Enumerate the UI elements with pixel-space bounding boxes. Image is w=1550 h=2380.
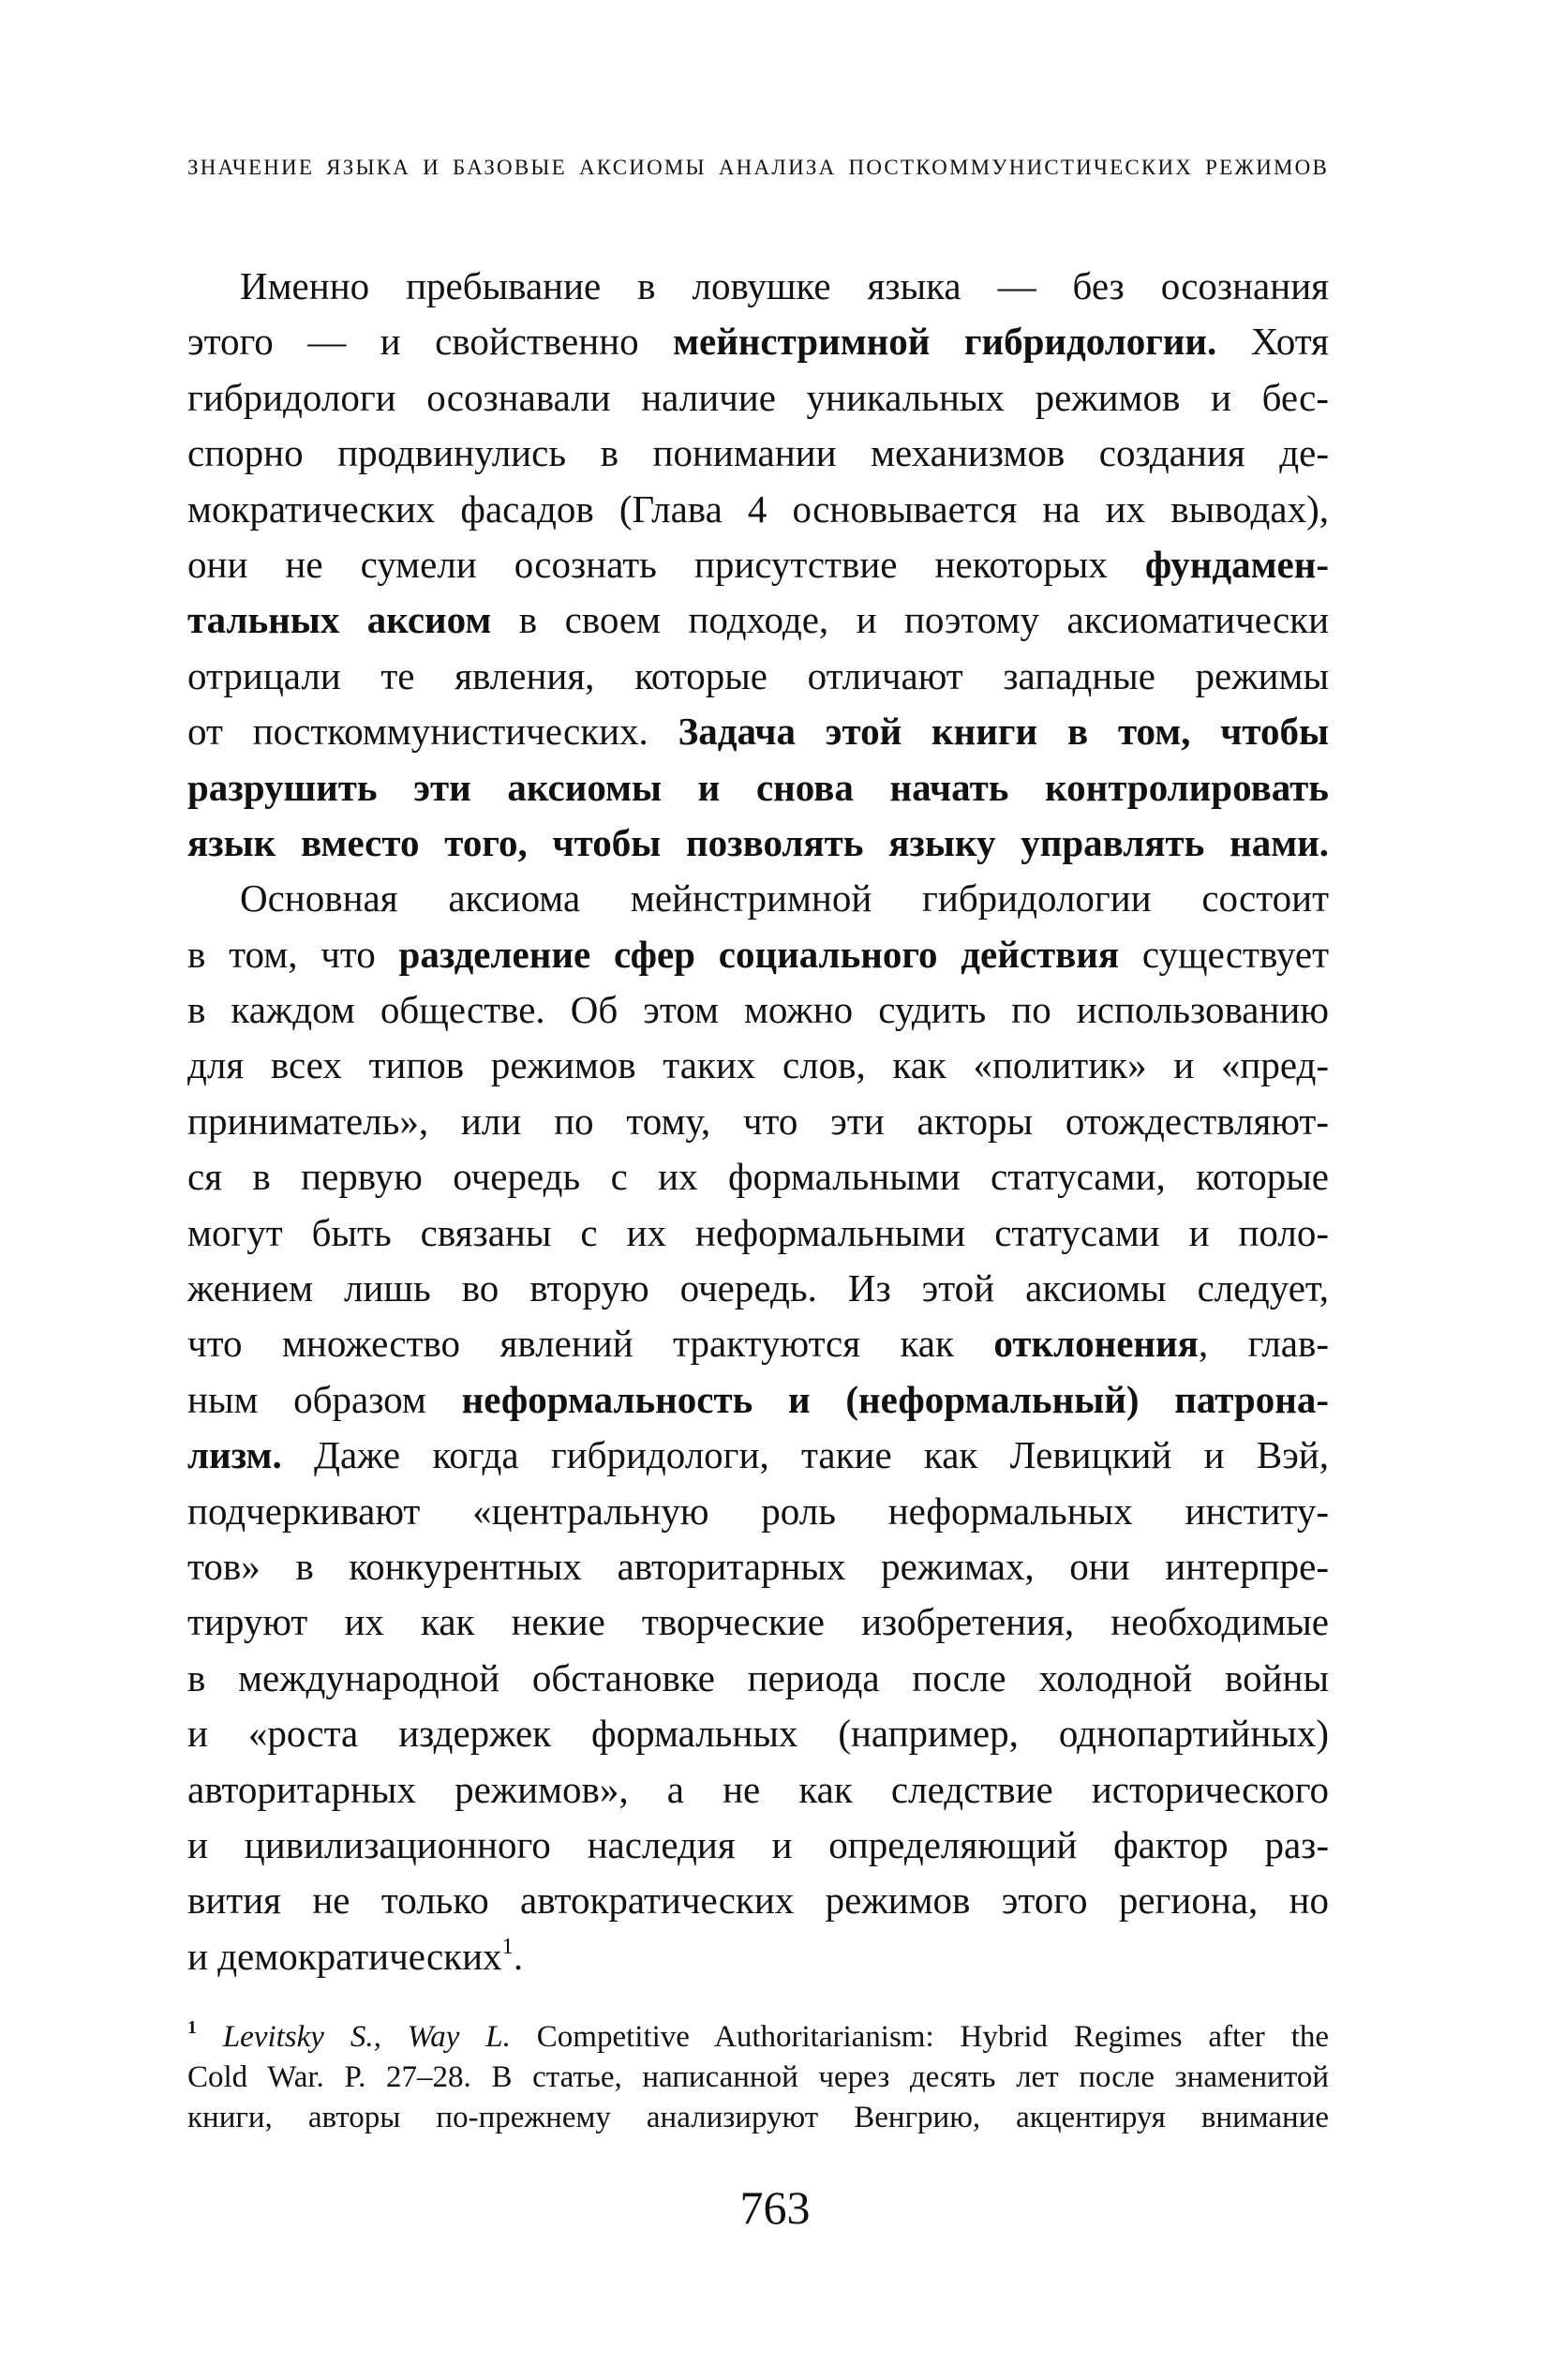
text-run: Cold War. P. 27–28. В статье, написанной через десять лет после знаменитой [187,2060,1329,2094]
body-text [187,259,1329,1984]
text-run: для всех типов режимов таких слов, как «политик» и «пред- [187,1043,1329,1087]
paragraph-line [187,760,1329,816]
paragraph-line [187,1762,1329,1818]
bold-text: отклонения [993,1322,1199,1366]
text-run: могут быть связаны с их неформальными статусами и поло- [187,1210,1329,1254]
paragraph-line [187,1929,1329,1984]
italic-text: Levitsky S., Way L. [222,2020,511,2054]
text-run: авторитарных режимов», а не как следствие исторического [187,1767,1329,1811]
paragraph-line [187,871,1329,926]
paragraph-line [187,592,1329,648]
footnote-line [187,2098,1329,2138]
paragraph-line [187,1094,1329,1149]
text-run: гибридологи осознавали наличие уникальных режимов и бес- [187,375,1329,419]
bold-text: Задача этой книги в том, чтобы [678,710,1329,754]
paragraph-line [187,1205,1329,1261]
paragraph-line [187,1428,1329,1483]
text-run: в каждом обществе. Об этом можно судить по использованию [187,988,1329,1032]
paragraph-line [187,649,1329,704]
paragraph-line [187,816,1329,871]
paragraph-line [187,1038,1329,1093]
bold-text: разрушить эти аксиомы и снова начать контролировать [187,765,1329,809]
footnote [187,2017,1329,2138]
bold-text: тальных аксиом [187,598,492,642]
text-run: ным образом [187,1377,462,1421]
footnote-marker: 1 [501,1933,514,1959]
text-run: в международной обстановке периода после холодной войны [187,1655,1329,1699]
running-head: ЗНАЧЕНИЕ ЯЗЫКА И БАЗОВЫЕ АКСИОМЫ АНАЛИЗА ПОСТКОММУНИСТИЧЕСКИХ РЕЖИМОВ [187,156,1329,179]
paragraph-line [187,537,1329,592]
footnote-line [187,2058,1329,2098]
paragraph-line [187,482,1329,537]
bold-text: язык вместо того, чтобы позволять языку управлять нами. [187,820,1329,864]
text-run: , глав- [1198,1322,1329,1366]
paragraph-line [187,1484,1329,1539]
footnote-line [187,2017,1329,2058]
paragraph-line [187,1539,1329,1594]
text-run: и цивилизационного наследия и определяющий фактор раз- [187,1822,1329,1866]
text-run [197,2020,223,2054]
text-run: мократических фасадов (Глава 4 основывается на их выводах), [187,486,1329,531]
bold-text: фундамен- [1144,542,1329,586]
paragraph-line [187,370,1329,426]
text-run: что множество явлений трактуются как [187,1322,994,1366]
text-run: Основная аксиома мейнстримной гибридологии состоит [240,876,1329,921]
paragraph-line [187,704,1329,759]
text-run: в своем подходе, и поэтому аксиоматически [491,598,1330,642]
text-run: подчеркивают «центральную роль неформальных институ- [187,1489,1329,1533]
bold-text: лизм. [187,1433,282,1477]
paragraph-line [187,259,1329,314]
text-run: этого — и свойственно [187,320,674,364]
text-run: жением лишь во вторую очередь. Из этой аксиомы следует, [187,1266,1329,1310]
text-run: . [513,1934,524,1978]
text-run: книги, авторы по-прежнему анализируют Венгрию, акцентируя внимание [187,2101,1329,2134]
page-number: 763 [739,2181,811,2234]
text-run: приниматель», или по тому, что эти акторы отождествляют- [187,1099,1329,1143]
paragraph-line [187,426,1329,481]
bold-text: разделение сфер социального действия [398,932,1120,976]
text-run: и демократических [187,1934,502,1978]
text-run: Competitive Authoritarianism: Hybrid Regimes after the [510,2020,1330,2054]
text-run: существует [1119,932,1329,976]
text-run: отрицали те явления, которые отличают западные режимы [187,653,1329,697]
bold-text: мейнстримной гибридологии. [673,320,1217,364]
paragraph-line [187,1316,1329,1371]
text-run: Именно пребывание в ловушке языка — без осознания [240,264,1329,307]
paragraph-line [187,1261,1329,1316]
paragraph-line [187,1594,1329,1650]
bold-text: неформальность и (неформальный) патрона- [461,1377,1329,1421]
paragraph-line [187,1873,1329,1928]
paragraph-line [187,1149,1329,1205]
text-run: Хотя [1216,320,1329,364]
paragraph-line [187,1372,1329,1428]
text-run: они не сумели осознать присутствие некоторых [187,542,1145,586]
footnote-marker: 1 [187,2017,197,2039]
text-run: спорно продвинулись в понимании механизмов создания де- [187,431,1329,475]
text-run: в том, что [187,932,399,976]
text-run: тов» в конкурентных авторитарных режимах, они интерпре- [187,1544,1329,1588]
paragraph-line [187,982,1329,1038]
text-run: и «роста издержек формальных (например, однопартийных) [187,1712,1329,1756]
text-run: тируют их как некие творческие изобретения, необходимые [187,1600,1329,1644]
text-run: от посткоммунистических. [187,710,678,754]
text-run: вития не только автократических режимов этого региона, но [187,1879,1329,1923]
paragraph-line [187,1818,1329,1873]
paragraph-line [187,314,1329,369]
paragraph-line [187,1651,1329,1706]
paragraph-line [187,1706,1329,1761]
paragraph-line [187,927,1329,982]
text-run: ся в первую очередь с их формальными статусами, которые [187,1155,1329,1199]
text-run: Даже когда гибридологи, такие как Левицкий и Вэй, [281,1433,1329,1477]
